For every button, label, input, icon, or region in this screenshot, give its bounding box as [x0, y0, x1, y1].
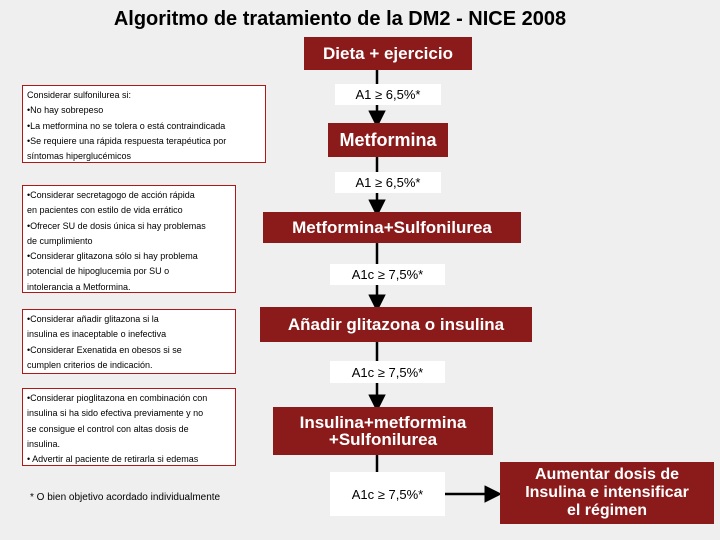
- criterion-a1c-2: [330, 361, 445, 383]
- note-line: •La metformina no se tolera o está contraindicada: [27, 120, 226, 131]
- note-line: insulina.: [27, 438, 61, 449]
- note-line: en pacientes con estilo de vida errático: [27, 205, 183, 216]
- note-line: •Se requiere una rápida respuesta terapéutica por: [27, 135, 227, 146]
- criterion-a1-2: [335, 172, 441, 193]
- step-label: Metformina+Sulfonilurea: [292, 217, 492, 237]
- step-label-line2: Insulina e intensificar: [525, 484, 689, 501]
- step-label-line2: +Sulfonilurea: [328, 430, 438, 449]
- note-pioglitazona: [22, 388, 236, 466]
- step-label-line3: el régimen: [566, 502, 648, 519]
- criterion-a1c-3: [330, 472, 445, 516]
- note-glitazona-exenatida: [22, 309, 236, 374]
- note-line: cumplen criterios de indicación.: [27, 359, 153, 370]
- note-line: se consigue el control con altas dosis de: [27, 423, 189, 434]
- step-label-line1: Aumentar dosis de: [534, 466, 680, 483]
- step-metformina: [328, 123, 448, 157]
- note-line: insulina si ha sido efectiva previamente y no: [27, 408, 204, 419]
- note-line: Considerar sulfonilurea si:: [27, 90, 132, 100]
- note-line: insulina es inaceptable o inefectiva: [27, 329, 167, 340]
- note-line: •Considerar glitazona sólo si hay problema: [27, 251, 198, 262]
- note-line: •No hay sobrepeso: [27, 105, 104, 116]
- step-insulina-metformina-su: [273, 407, 493, 455]
- criterion-label: A1c ≥ 7,5%*: [351, 364, 424, 380]
- note-line: intolerancia a Metformina.: [27, 281, 131, 292]
- criterion-a1c: [330, 264, 445, 285]
- note-line: •Considerar añadir glitazona si la: [27, 314, 159, 324]
- criterion-a1: [335, 84, 441, 105]
- criterion-label: A1 ≥ 6,5%*: [355, 87, 421, 102]
- note-line: potencial de hipoglucemia por SU o: [27, 266, 170, 277]
- step-metformina-sulfonilurea: [263, 212, 521, 243]
- step-label: Dieta + ejercicio: [323, 43, 453, 63]
- note-line: •Considerar Exenatida en obesos si se: [27, 344, 182, 355]
- footnote: * O bien objetivo acordado individualmente: [30, 492, 221, 503]
- note-sulfonilurea: [22, 85, 266, 163]
- note-line: de cumplimiento: [27, 235, 93, 246]
- step-label: Añadir glitazona o insulina: [287, 314, 505, 334]
- note-line: •Considerar secretagogo de acción rápida: [27, 190, 195, 200]
- step-aumentar-insulina: [500, 462, 714, 524]
- criterion-label: A1 ≥ 6,5%*: [355, 175, 421, 190]
- note-line: •Ofrecer SU de dosis única si hay problemas: [27, 220, 206, 231]
- step-glitazona-insulina: [260, 307, 532, 342]
- step-dieta-ejercicio: [304, 37, 472, 70]
- note-line: síntomas hiperglucémicos: [27, 151, 132, 162]
- note-secretagogo: [22, 185, 236, 293]
- note-line: •Considerar pioglitazona en combinación con: [27, 393, 208, 403]
- step-label: Metformina: [339, 129, 437, 150]
- criterion-label: A1c ≥ 7,5%*: [351, 267, 424, 282]
- note-line: • Advertir al paciente de retirarla si edemas: [27, 454, 199, 465]
- step-label-line1: Insulina+metformina: [299, 413, 467, 432]
- criterion-label: A1c ≥ 7,5%*: [351, 486, 424, 502]
- page-title: Algoritmo de tratamiento de la DM2 - NICE 2008: [113, 8, 567, 30]
